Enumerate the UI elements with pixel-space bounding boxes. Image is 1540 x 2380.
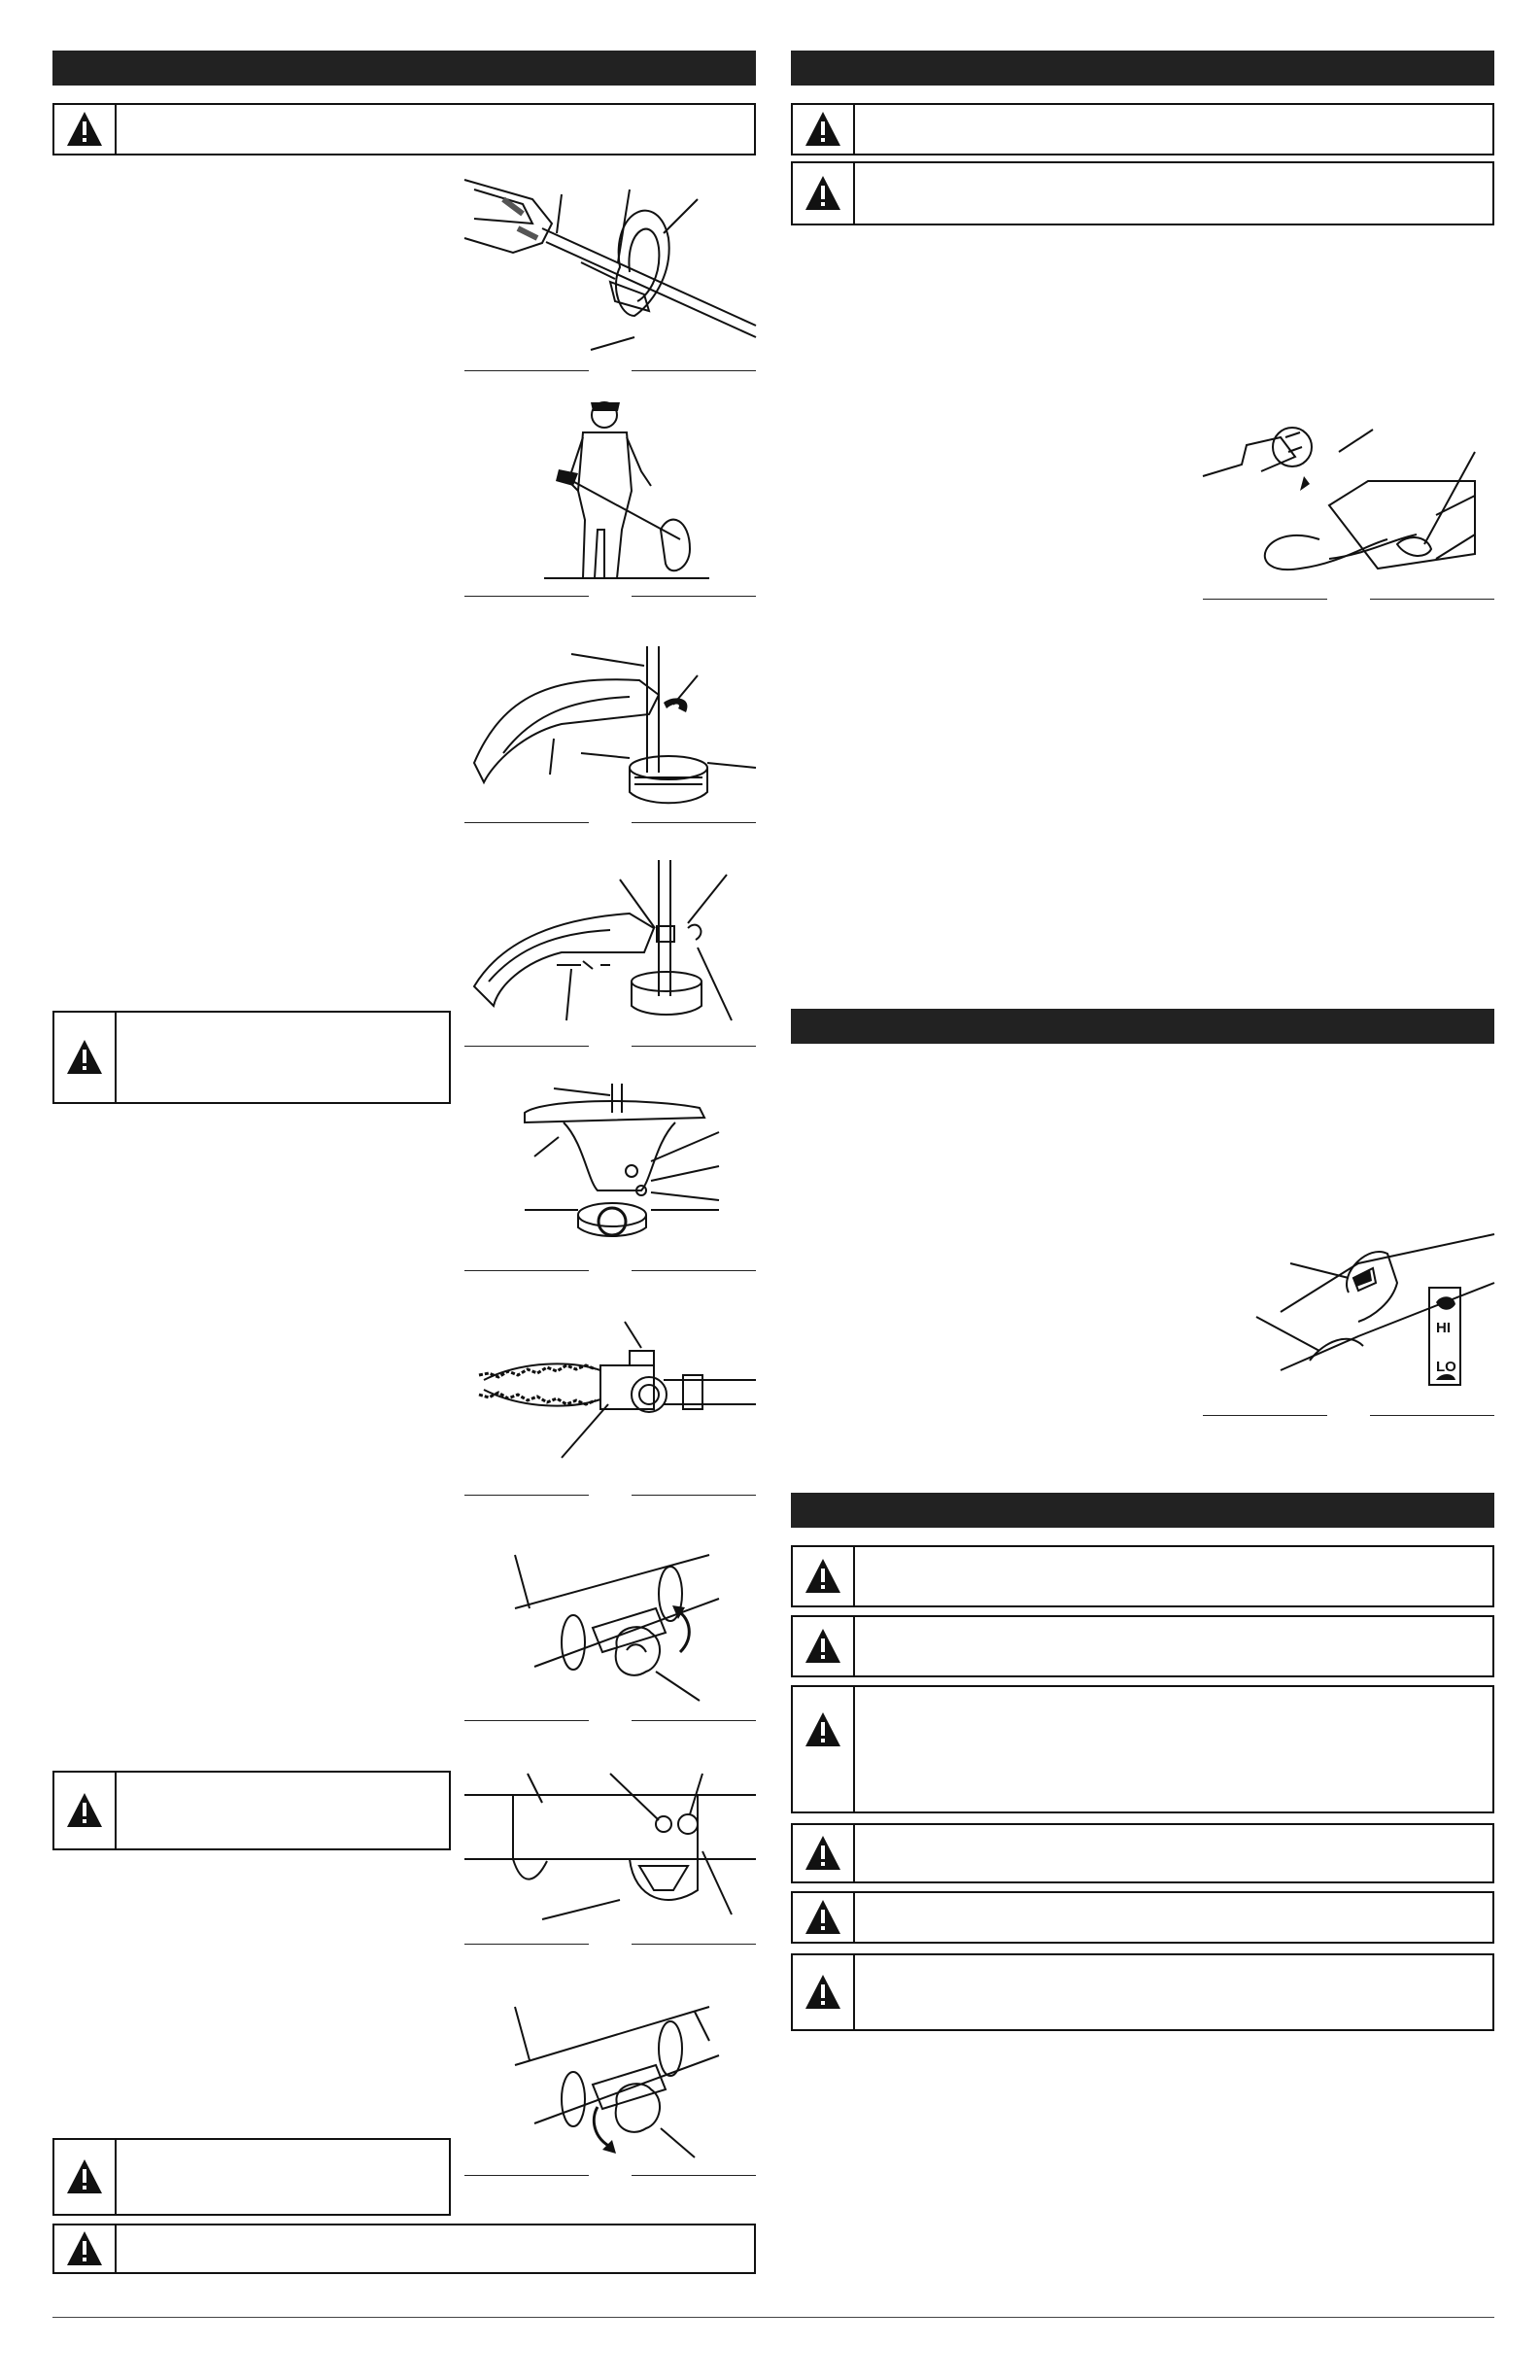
- figure-caption-rule: [632, 1720, 756, 1721]
- section-header-bar-right-3: [791, 1493, 1494, 1528]
- figure-caption-rule: [1370, 599, 1494, 600]
- section-header-bar-right-1: [791, 51, 1494, 86]
- warning-box-right-4: [791, 1615, 1494, 1677]
- warning-box-left-1: [52, 103, 756, 155]
- figure-caption-rule: [464, 1944, 589, 1945]
- warning-box-left-4: [52, 2138, 451, 2216]
- figure-caption-rule: [464, 1270, 589, 1271]
- warning-triangle-icon: [65, 110, 104, 149]
- warning-triangle-icon: [804, 110, 842, 149]
- warning-triangle-icon: [804, 1557, 842, 1596]
- warning-box-right-5: [791, 1685, 1494, 1813]
- figure-coupler-side-view: [464, 1764, 756, 1949]
- figure-attachment-coupler: [464, 1307, 756, 1477]
- figure-guard-installation: [464, 637, 756, 807]
- warning-triangle-icon: [804, 1627, 842, 1666]
- warning-triangle-icon: [804, 1834, 842, 1873]
- figure-coupler-knob-tighten: [486, 1983, 738, 2167]
- warning-box-right-8: [791, 1953, 1494, 2031]
- figure-caption-rule: [464, 2175, 589, 2176]
- figure-operating-position: [544, 394, 709, 588]
- figure-caption-rule: [1370, 1415, 1494, 1416]
- figure-coupler-knob-loosen: [486, 1535, 738, 1706]
- figure-caption-rule: [464, 1720, 589, 1721]
- figure-caption-rule: [632, 1270, 756, 1271]
- figure-caption-rule: [1203, 1415, 1327, 1416]
- warning-box-right-1: [791, 103, 1494, 155]
- figure-caption-rule: [1203, 599, 1327, 600]
- warning-triangle-icon: [65, 1791, 104, 1830]
- speed-label-hi: HI: [1436, 1320, 1451, 1336]
- figure-caption-rule: [632, 370, 756, 371]
- figure-caption-rule: [632, 822, 756, 823]
- figure-caption-rule: [632, 1046, 756, 1047]
- warning-triangle-icon: [65, 2229, 104, 2268]
- section-header-bar-left: [52, 51, 756, 86]
- warning-triangle-icon: [804, 1973, 842, 2012]
- figure-caption-rule: [464, 822, 589, 823]
- figure-guard-hardware: [464, 860, 756, 1030]
- warning-box-left-5: [52, 2224, 756, 2274]
- figure-guard-bottom-view: [505, 1074, 738, 1244]
- footer-rule: [52, 2317, 1494, 2318]
- warning-triangle-icon: [804, 1710, 842, 1749]
- figure-caption-rule: [632, 1944, 756, 1945]
- figure-caption-rule: [464, 1046, 589, 1047]
- figure-caption-rule: [632, 1495, 756, 1496]
- warning-triangle-icon: [65, 1038, 104, 1077]
- figure-caption-rule: [464, 1495, 589, 1496]
- figure-caption-rule: [464, 370, 589, 371]
- warning-box-right-2: [791, 161, 1494, 225]
- warning-triangle-icon: [804, 1898, 842, 1937]
- warning-triangle-icon: [65, 2157, 104, 2196]
- warning-box-left-3: [52, 1771, 451, 1850]
- warning-box-right-3: [791, 1545, 1494, 1607]
- warning-box-left-2: [52, 1011, 451, 1104]
- speed-label-lo: LO: [1436, 1359, 1456, 1375]
- figure-caption-rule: [464, 596, 589, 597]
- figure-caption-rule: [632, 596, 756, 597]
- figure-caption-rule: [632, 2175, 756, 2176]
- section-header-bar-right-2: [791, 1009, 1494, 1044]
- warning-box-right-7: [791, 1891, 1494, 1944]
- warning-box-right-6: [791, 1823, 1494, 1883]
- figure-handle-assembly: [464, 170, 756, 364]
- figure-speed-switch: [1203, 1224, 1494, 1409]
- warning-triangle-icon: [804, 174, 842, 213]
- figure-extension-cord-retainer: [1203, 398, 1494, 593]
